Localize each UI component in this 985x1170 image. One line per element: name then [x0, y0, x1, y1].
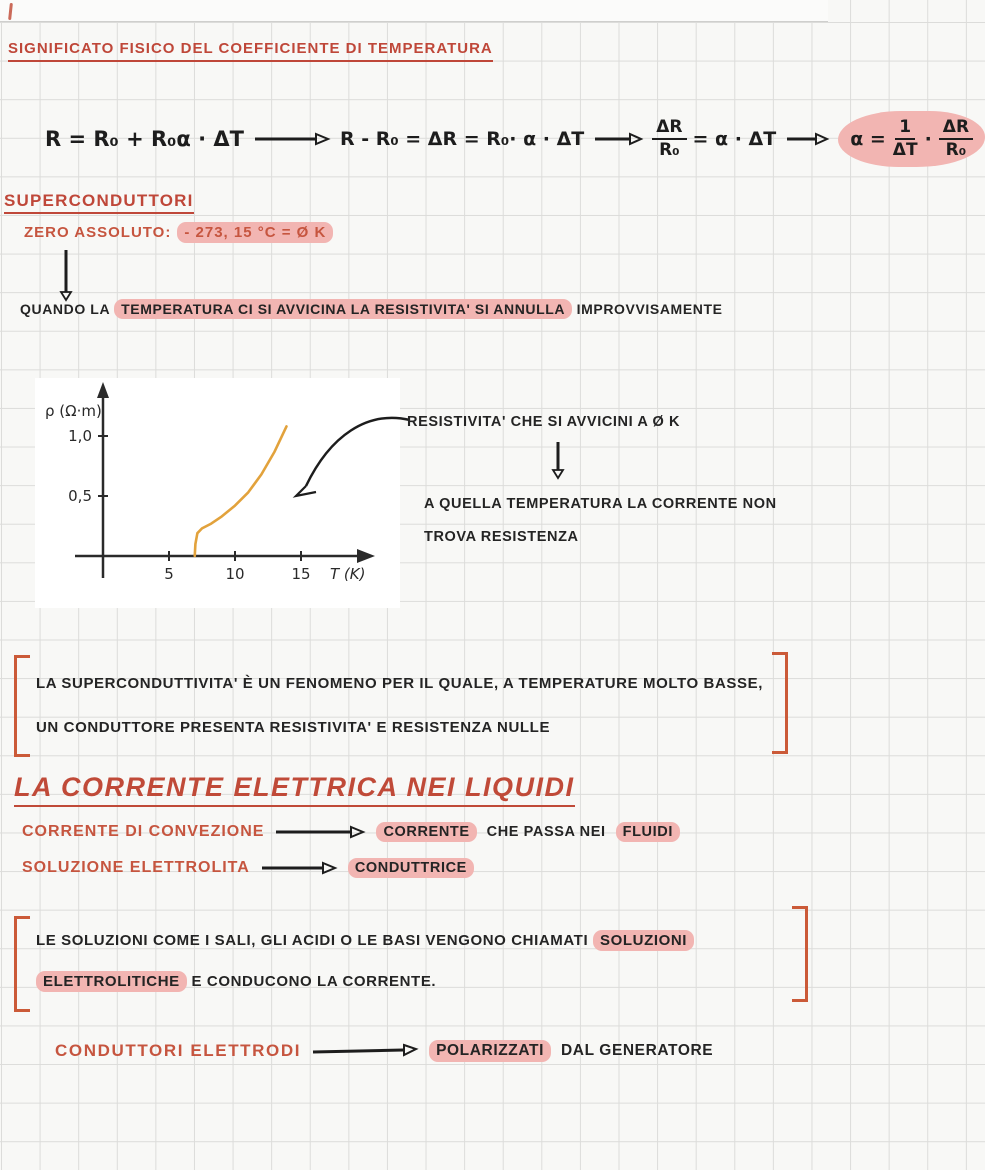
left-bracket: [14, 916, 30, 1012]
chart-data-layer: [68, 426, 310, 583]
fraction: [652, 118, 686, 159]
right-bracket: [792, 906, 808, 1002]
right-bracket: [772, 652, 788, 754]
electrodes-def-hl: POLARIZZATI: [429, 1040, 551, 1062]
arrow-right-icon: [260, 861, 338, 875]
definition2-line2-post: E CONDUCONO LA CORRENTE.: [191, 973, 437, 990]
fraction-numerator: ΔR: [939, 118, 973, 140]
arrow-right-icon: [311, 1043, 419, 1059]
svg-text:1,0: 1,0: [68, 427, 92, 445]
definition2-line1: [36, 920, 694, 961]
annotation-resistivity: RESISTIVITA' CHE SI AVVICINI A Ø K: [407, 414, 681, 430]
electrodes-label: CONDUTTORI ELETTRODI: [55, 1041, 302, 1060]
quando-post: IMPROVVISAMENTE: [576, 301, 723, 317]
x-axis-arrowhead: [357, 549, 375, 563]
quando-line: [20, 301, 723, 317]
definition2-line1-pre: LE SOLUZIONI COME I SALI, GLI ACIDI O LE BASI VENGONO CHIAMATI: [36, 932, 589, 949]
electrolytic-solutions-definition: [36, 920, 694, 1002]
convection-def-mid: CHE PASSA NEI: [486, 824, 606, 840]
electrodes-def-post: DAL GENERATORE: [561, 1042, 714, 1059]
definition2-line1-hl: SOLUZIONI: [593, 930, 694, 951]
y-axis-arrowhead: [97, 382, 109, 398]
formula-result-highlighted: [838, 111, 985, 166]
arrow-right-icon: [593, 132, 643, 146]
zero-assoluto-value: - 273, 15 °C = Ø K: [177, 222, 333, 243]
quando-highlight: TEMPERATURA CI SI AVVICINA LA RESISTIVITA' SI ANNULLA: [114, 299, 572, 319]
multiply-dot: ·: [924, 128, 932, 150]
quando-pre: QUANDO LA: [20, 301, 110, 317]
page-top-margin: [0, 0, 828, 22]
electrolyte-row: [22, 858, 474, 878]
svg-text:15: 15: [291, 565, 311, 583]
svg-text:10: 10: [225, 565, 245, 583]
definition-line1: LA SUPERCONDUTTIVITA' È UN FENOMENO PER IL QUALE, A TEMPERATURE MOLTO BASSE,: [36, 675, 763, 692]
y-axis-label: ρ (Ω·m): [45, 402, 102, 420]
convection-def-hl2: FLUIDI: [616, 822, 680, 842]
page-title: SIGNIFICATO FISICO DEL COEFFICIENTE DI TEMPERATURA: [8, 40, 493, 62]
electrolyte-def-hl: CONDUTTRICE: [348, 858, 474, 878]
down-arrow-icon: [56, 248, 76, 302]
fraction: [893, 118, 918, 159]
left-bracket: [14, 655, 30, 757]
convection-def-hl1: CORRENTE: [376, 822, 476, 842]
definition2-line2: [36, 961, 694, 1002]
formula-step2: R - R₀ = ΔR = R₀· α · ΔT: [339, 128, 585, 150]
fraction-numerator: ΔR: [652, 118, 686, 140]
formula-step4-lhs: α =: [850, 128, 886, 150]
convection-current-row: [22, 822, 680, 842]
x-axis-label: T (K): [330, 565, 366, 583]
convection-label: CORRENTE DI CONVEZIONE: [22, 823, 265, 840]
zero-assoluto-line: [24, 222, 333, 243]
electrolyte-label: SOLUZIONE ELETTROLITA: [22, 859, 250, 876]
fraction-denominator: ΔT: [892, 140, 918, 160]
electrodes-row: [55, 1040, 713, 1062]
section-heading-superconduttori: SUPERCONDUTTORI: [4, 191, 194, 214]
arrow-right-icon: [785, 132, 829, 146]
annotation-temperature-line1: A QUELLA TEMPERATURA LA CORRENTE NON: [424, 496, 777, 512]
formula-step3-rhs: = α · ΔT: [692, 128, 777, 150]
annotation-temperature-line2: TROVA RESISTENZA: [424, 529, 579, 545]
fraction-numerator: 1: [895, 118, 915, 140]
down-arrow-icon: [548, 440, 568, 480]
fraction-denominator: R₀: [659, 140, 680, 160]
fraction-denominator: R₀: [945, 140, 967, 160]
formula-step3: [652, 118, 776, 159]
connector-arrow-icon: [282, 408, 412, 508]
svg-text:0,5: 0,5: [68, 487, 92, 505]
arrow-right-icon: [253, 132, 331, 146]
section-heading-corrente-liquidi: LA CORRENTE ELETTRICA NEI LIQUIDI: [14, 772, 575, 807]
definition2-line2-hl: ELETTROLITICHE: [36, 971, 187, 992]
formula-step1: R = R₀ + R₀α · ΔT: [45, 127, 244, 151]
fraction: [939, 118, 973, 159]
zero-assoluto-label: ZERO ASSOLUTO:: [24, 224, 172, 241]
svg-text:5: 5: [164, 565, 174, 583]
definition-line2: UN CONDUTTORE PRESENTA RESISTIVITA' E RESISTENZA NULLE: [36, 719, 551, 736]
formula-chain: [45, 104, 970, 174]
arrow-right-icon: [274, 825, 366, 839]
annotation-temperature: [424, 488, 777, 554]
superconductivity-definition: [36, 662, 763, 750]
